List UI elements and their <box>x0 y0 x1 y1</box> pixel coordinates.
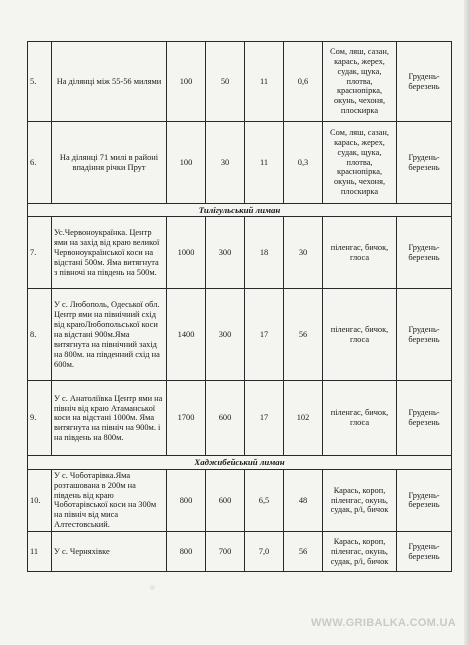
value-cell: 300 <box>206 217 245 289</box>
value-cell: 800 <box>167 532 206 572</box>
table-row <box>28 532 452 572</box>
row-number: 11 <box>28 532 52 572</box>
period-cell: Грудень-березень <box>397 289 452 381</box>
fishing-pits-table <box>27 41 452 572</box>
value-cell: 300 <box>206 289 245 381</box>
value-cell: 50 <box>206 42 245 122</box>
value-cell: 17 <box>245 289 284 381</box>
row-number: 5. <box>28 42 52 122</box>
value-cell: 30 <box>284 217 323 289</box>
table-row <box>28 122 452 204</box>
value-cell: 0,3 <box>284 122 323 204</box>
table-row <box>28 217 452 289</box>
location-cell: На ділянці між 55-56 милями <box>52 42 167 122</box>
value-cell: 17 <box>245 381 284 456</box>
value-cell: 6,5 <box>245 469 284 531</box>
value-cell: 800 <box>167 469 206 531</box>
species-cell: Карась, короп, піленгас, окунь, судак, р/і, бичок <box>323 469 397 531</box>
species-cell: піленгас, бичок, глоса <box>323 217 397 289</box>
section-heading: Тилігульський лиман <box>28 204 452 217</box>
species-cell: піленгас, бичок, глоса <box>323 381 397 456</box>
scan-edge <box>464 0 470 645</box>
value-cell: 7,0 <box>245 532 284 572</box>
period-cell: Грудень-березень <box>397 42 452 122</box>
location-cell: У с. Чоботарівка.Яма розташована в 200м на південь від краю Чоботарівської коси на 300м на північ від миса Алтестовський. <box>52 469 167 531</box>
value-cell: 1400 <box>167 289 206 381</box>
value-cell: 100 <box>167 42 206 122</box>
value-cell: 56 <box>284 289 323 381</box>
value-cell: 1000 <box>167 217 206 289</box>
row-number: 7. <box>28 217 52 289</box>
row-number: 8. <box>28 289 52 381</box>
value-cell: 100 <box>167 122 206 204</box>
period-cell: Грудень-березень <box>397 532 452 572</box>
row-number: 9. <box>28 381 52 456</box>
table-row <box>28 289 452 381</box>
location-cell: У с. Любополь, Одеської обл. Центр ями на північний схід від краюЛюбопольської коси на відстані 900м.Яма витягнута на північний захід на 800м. на південний схід на 600м. <box>52 289 167 381</box>
section-row <box>28 204 452 217</box>
period-cell: Грудень-березень <box>397 469 452 531</box>
table-row <box>28 469 452 531</box>
value-cell: 18 <box>245 217 284 289</box>
species-cell: піленгас, бичок, глоса <box>323 289 397 381</box>
value-cell: 56 <box>284 532 323 572</box>
value-cell: 600 <box>206 381 245 456</box>
value-cell: 11 <box>245 42 284 122</box>
species-cell: Карась, короп, піленгас, окунь, судак, р/і, бичок <box>323 532 397 572</box>
section-heading: Хаджибейський лиман <box>28 456 452 469</box>
value-cell: 48 <box>284 469 323 531</box>
row-number: 10. <box>28 469 52 531</box>
value-cell: 102 <box>284 381 323 456</box>
value-cell: 700 <box>206 532 245 572</box>
section-row <box>28 456 452 469</box>
location-cell: Ус.Червоноукраїнка. Центр ями на захід від краю великої Червоноукраїнської коси на відстані 500м. Яма витягнута з півночі на південь на 500м. <box>52 217 167 289</box>
value-cell: 600 <box>206 469 245 531</box>
period-cell: Грудень-березень <box>397 217 452 289</box>
location-cell: У с. Черняхівке <box>52 532 167 572</box>
location-cell: На ділянці 71 милі в районі впадіння річки Прут <box>52 122 167 204</box>
species-cell: Сом, ляш, сазан, карась, жерех, судак, щука, плотва, краснопірка, окунь, чехоня, плоскирка <box>323 122 397 204</box>
table-row <box>28 42 452 122</box>
value-cell: 30 <box>206 122 245 204</box>
period-cell: Грудень-березень <box>397 122 452 204</box>
table-row <box>28 381 452 456</box>
species-cell: Сом, ляш, сазан, карась, жерех, судак, щука, плотва, краснопірка, окунь, чехоня, плоскирка <box>323 42 397 122</box>
period-cell: Грудень-березень <box>397 381 452 456</box>
value-cell: 11 <box>245 122 284 204</box>
row-number: 6. <box>28 122 52 204</box>
location-cell: У с. Анатоліївка Центр ями на північ від краю Атаманської коси на відстані 1000м. Яма витягнута на північ на 900м. і на південь на 800м. <box>52 381 167 456</box>
scan-speck <box>150 585 155 590</box>
value-cell: 1700 <box>167 381 206 456</box>
site-watermark: WWW.GRIBALKA.COM.UA <box>310 617 456 629</box>
value-cell: 0,6 <box>284 42 323 122</box>
